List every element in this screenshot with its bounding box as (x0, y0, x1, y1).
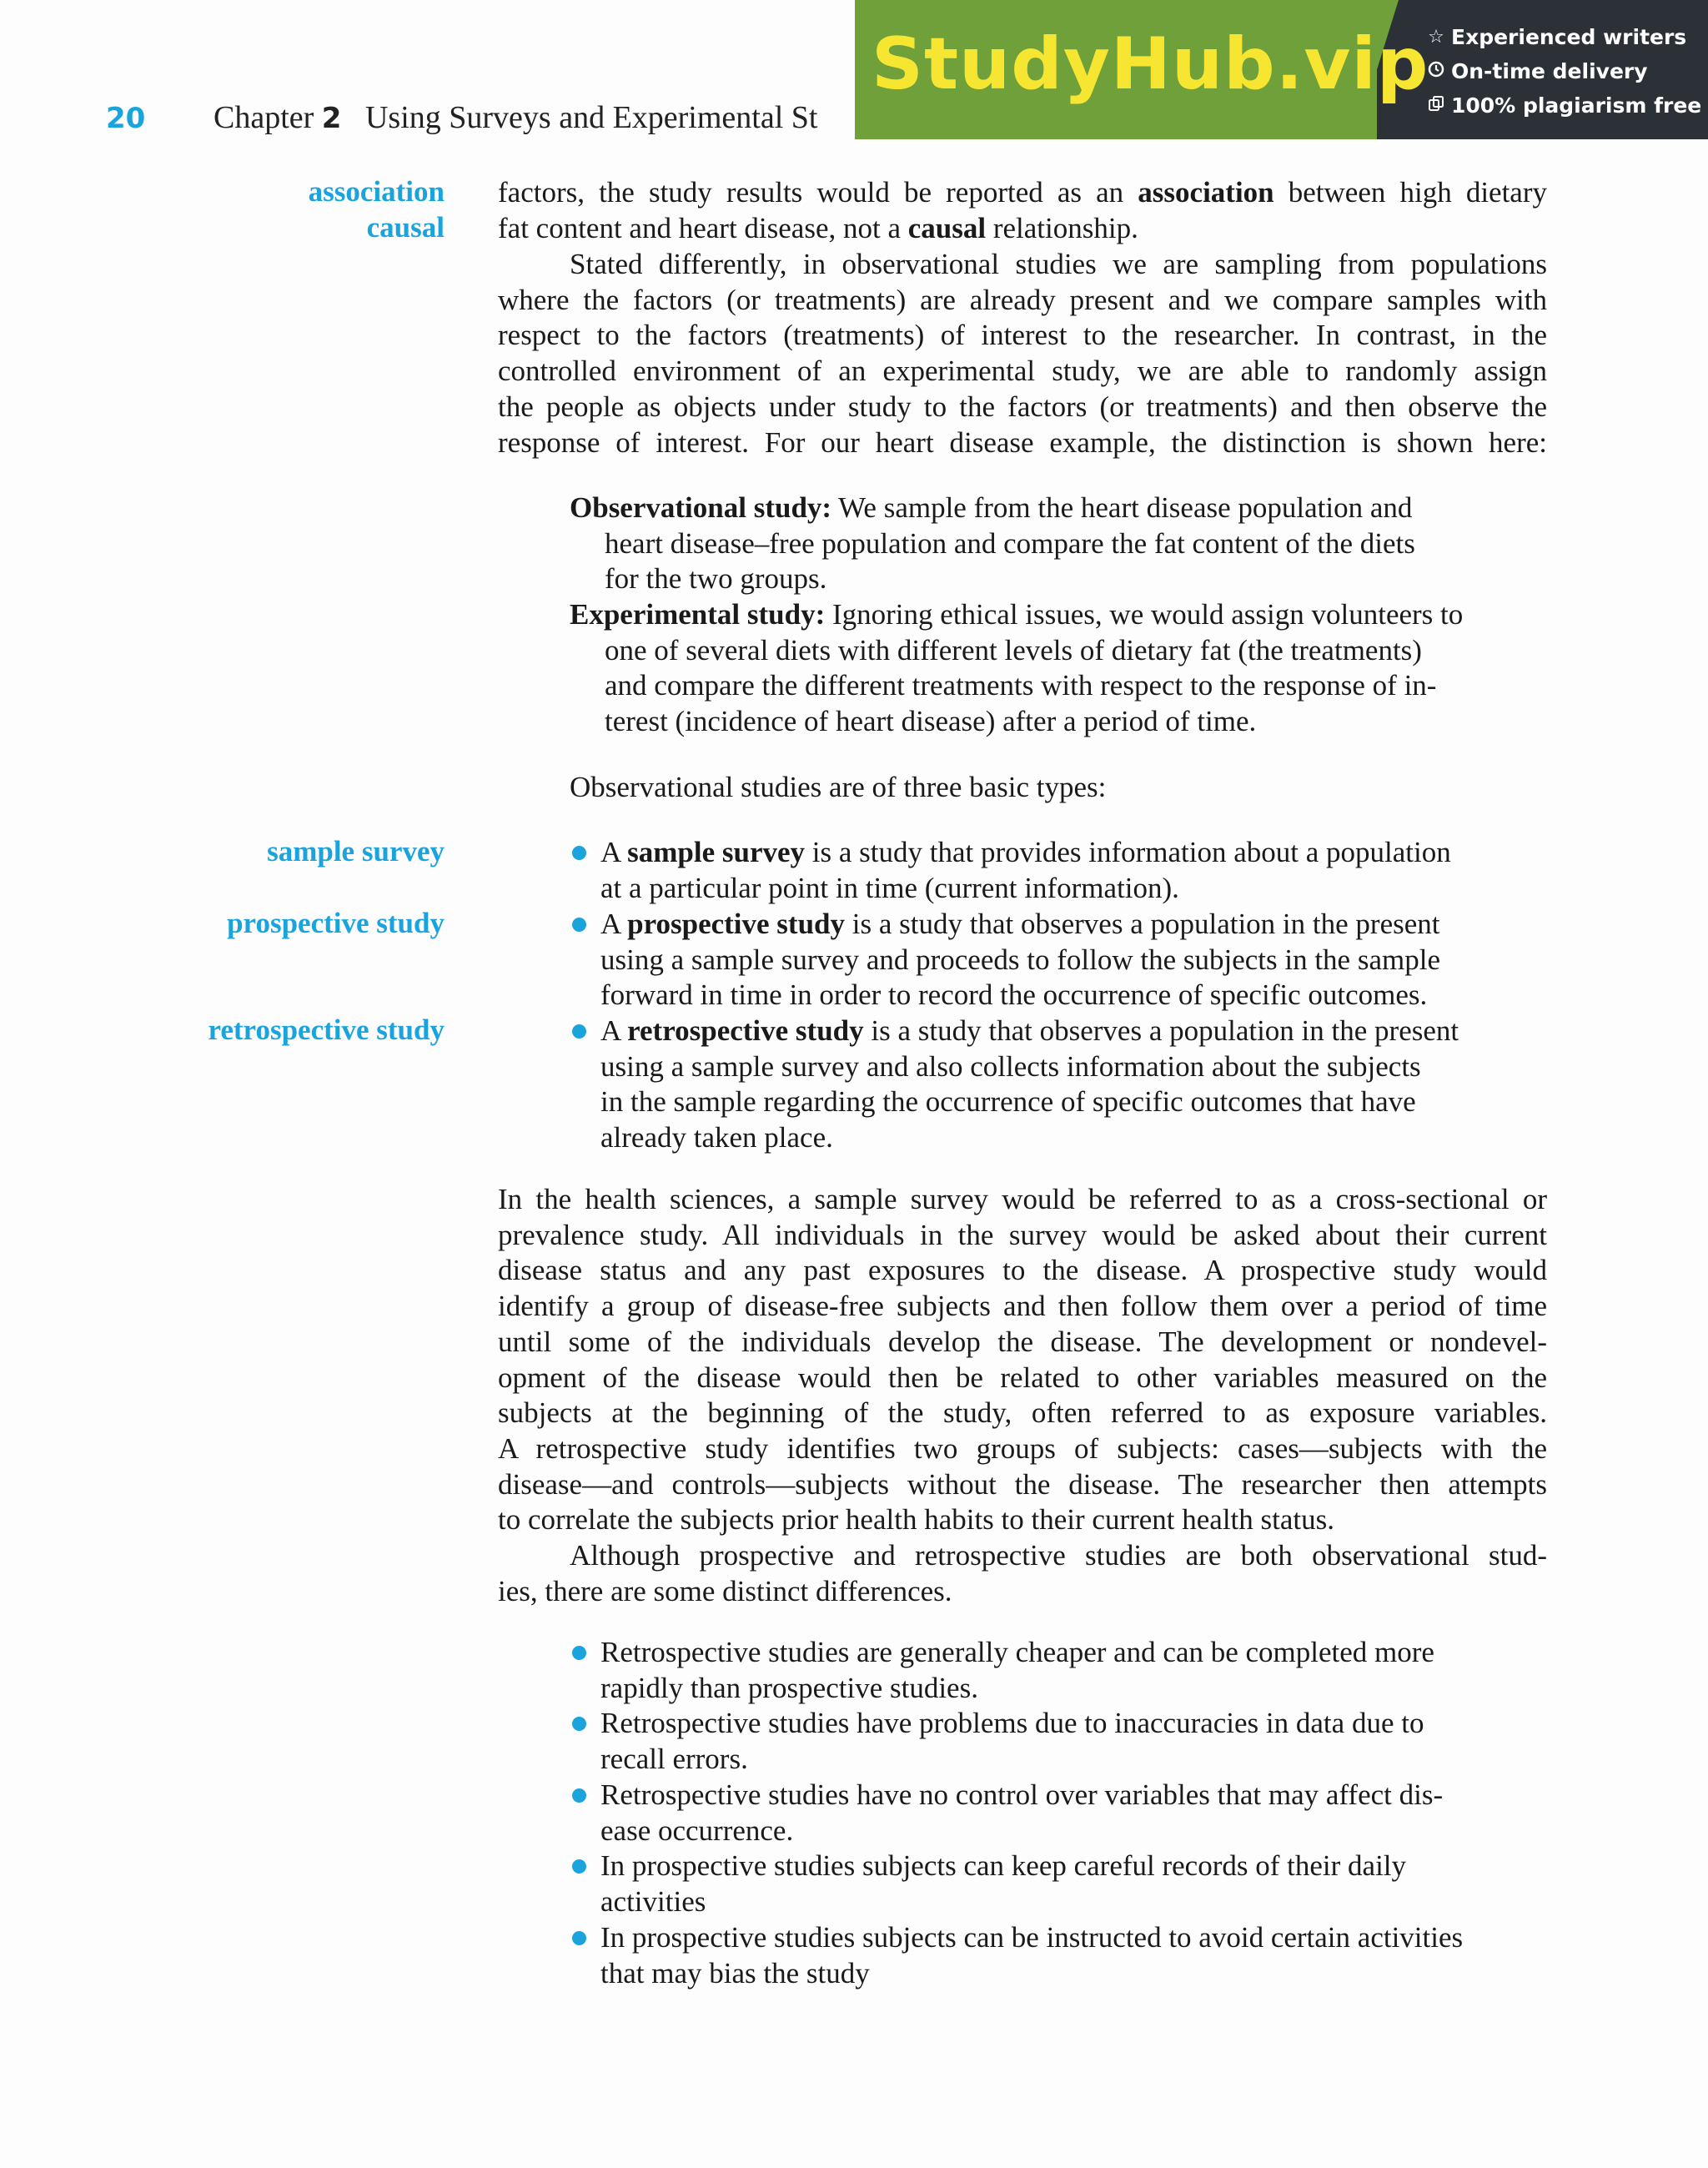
list-item (600, 1014, 1459, 1156)
definition-observational (570, 490, 1412, 526)
list-item (600, 1635, 1434, 1706)
paragraph-health-sciences (498, 1182, 1547, 1538)
margin-term-association: association (308, 175, 445, 208)
text-line: factors, the study results would be reported as an association between high dietary (498, 176, 1547, 209)
definition-observational-cont (605, 526, 1415, 597)
text-line: heart disease–free population and compare the fat content of the diets (605, 526, 1415, 560)
term-association: association (1138, 176, 1274, 209)
running-head (214, 99, 817, 136)
text-line: activities (600, 1884, 706, 1918)
chapter-title: Using Surveys and Experimental St (364, 100, 818, 135)
star-icon: ☆ (1428, 27, 1444, 48)
text-line: that may bias the study (600, 1956, 870, 1989)
paragraph-association (498, 175, 1547, 246)
term-retrospective-study: retrospective study (627, 1014, 864, 1047)
text-line: A retrospective study identifies two groups of subjects: cases—subjects with the (498, 1431, 1547, 1465)
text-line: disease status and any past exposures to the disease. A prospective study would (498, 1254, 1547, 1287)
bullet-icon (572, 1788, 586, 1803)
text-line: In prospective studies subjects can be instructed to avoid certain activities (600, 1921, 1464, 1954)
margin-term-sample-survey: sample survey (267, 835, 445, 868)
list-item (600, 1778, 1443, 1849)
text-line: where the factors (or treatments) are already present and we compare samples with (498, 283, 1547, 316)
list-item (600, 907, 1440, 1014)
feature-list (1426, 20, 1701, 123)
text-line: rapidly than prospective studies. (600, 1671, 978, 1704)
text-line: for the two groups. (605, 562, 827, 596)
paragraph-differences-intro (498, 1538, 1547, 1609)
text-line: disease—and controls—subjects without the disease. The researcher then attempts (498, 1467, 1547, 1501)
text-line: response of interest. For our heart disease example, the distinction is shown here: (498, 425, 1547, 459)
feature-item (1426, 54, 1701, 88)
feature-text: 100% plagiarism free (1451, 93, 1702, 118)
text-line: until some of the individuals develop the disease. The development or nondevel- (498, 1325, 1547, 1358)
text-line: using a sample survey and proceeds to follow the subjects in the sample (600, 943, 1440, 976)
text-line: identify a group of disease-free subjects and then follow them over a period of time (498, 1290, 1547, 1323)
margin-term-retrospective-study: retrospective study (208, 1014, 445, 1046)
text-line: terest (incidence of heart disease) after a period of time. (605, 705, 1257, 738)
text-line: fat content and heart disease, not a causal relationship. (498, 211, 1138, 244)
bullet-icon (572, 1646, 586, 1660)
chapter-number: 2 (321, 102, 342, 135)
text-line: Retrospective studies have problems due to inaccuracies in data due to (600, 1707, 1424, 1739)
text-line: subjects at the beginning of the study, often referred to as exposure variables. (498, 1396, 1547, 1430)
studyhub-banner[interactable] (855, 0, 1708, 139)
text-line: Although prospective and retrospective studies are both observational stud- (570, 1539, 1547, 1572)
text-line: Retrospective studies have no control over variables that may affect dis- (600, 1778, 1444, 1811)
text-line: Experimental study: Ignoring ethical issues, we would assign volunteers to (570, 598, 1464, 631)
bullet-icon (572, 1024, 586, 1039)
text-line: the people as objects under study to the factors (or treatments) and then observe the (498, 390, 1547, 423)
margin-term-causal: causal (366, 211, 445, 244)
text-line: In the health sciences, a sample survey would be referred to as a cross-sectional or (498, 1183, 1547, 1215)
bullet-icon (572, 1931, 586, 1945)
text-line: ease occurrence. (600, 1813, 794, 1847)
list-item (600, 835, 1451, 906)
text-line: ies, there are some distinct differences. (498, 1574, 952, 1607)
paragraph-distinction (498, 247, 1547, 460)
bullet-icon (572, 846, 586, 860)
text-line: Stated differently, in observational studies we are sampling from populations (570, 248, 1547, 280)
text-line: prevalence study. All individuals in the survey would be asked about their current (498, 1218, 1547, 1251)
text-line: using a sample survey and also collects information about the subjects (600, 1049, 1421, 1083)
text-line: respect to the factors (treatments) of interest to the researcher. In contrast, in the (498, 319, 1547, 352)
text-line: A sample survey is a study that provides information about a population (600, 836, 1451, 868)
brand-logo: StudyHub.vip (872, 23, 1429, 106)
list-item (600, 1920, 1463, 1991)
definition-experimental-cont (605, 633, 1436, 740)
text-line: forward in time in order to record the occurrence of specific outcomes. (600, 978, 1428, 1012)
text-line: recall errors. (600, 1742, 748, 1775)
term-observational-study: Observational study: (570, 491, 832, 524)
feature-item (1426, 88, 1701, 123)
types-intro: Observational studies are of three basic types: (570, 771, 1107, 803)
term-experimental-study: Experimental study: (570, 598, 826, 631)
feature-text: Experienced writers (1451, 25, 1687, 49)
text-line: in the sample regarding the occurrence of specific outcomes that have (600, 1085, 1416, 1119)
clock-icon (1426, 61, 1446, 83)
text-line: and compare the different treatments with respect to the response of in- (605, 669, 1437, 702)
chapter-word: Chapter (214, 100, 314, 135)
list-item (600, 1706, 1424, 1777)
text-line: to correlate the subjects prior health habits to their current health status. (498, 1503, 1335, 1537)
text-line: at a particular point in time (current information). (600, 871, 1179, 904)
definition-experimental (570, 597, 1463, 633)
margin-term-prospective-study: prospective study (227, 907, 445, 939)
page-number: 20 (106, 102, 146, 135)
text-line: Observational study: We sample from the heart disease population and (570, 491, 1413, 524)
list-item (600, 1849, 1406, 1919)
bullet-icon (572, 918, 586, 932)
bullet-icon (572, 1859, 586, 1874)
text-line: In prospective studies subjects can keep careful records of their daily (600, 1849, 1407, 1882)
bullet-icon (572, 1717, 586, 1731)
term-causal: causal (907, 211, 987, 244)
text-line: opment of the disease would then be related to other variables measured on the (498, 1361, 1547, 1394)
term-sample-survey: sample survey (627, 836, 806, 868)
text-line: Retrospective studies are generally cheaper and can be completed more (600, 1636, 1434, 1668)
text-line: A retrospective study is a study that observes a population in the present (600, 1014, 1459, 1047)
term-prospective-study: prospective study (627, 908, 846, 940)
text-line: one of several diets with different levels of dietary fat (the treatments) (605, 633, 1422, 666)
feature-text: On-time delivery (1451, 59, 1648, 83)
feature-item (1426, 20, 1701, 54)
text-line: already taken place. (600, 1121, 833, 1154)
copy-icon (1426, 95, 1446, 117)
text-line: A prospective study is a study that observes a population in the present (600, 908, 1440, 940)
text-line: controlled environment of an experimental study, we are able to randomly assign (498, 355, 1547, 388)
